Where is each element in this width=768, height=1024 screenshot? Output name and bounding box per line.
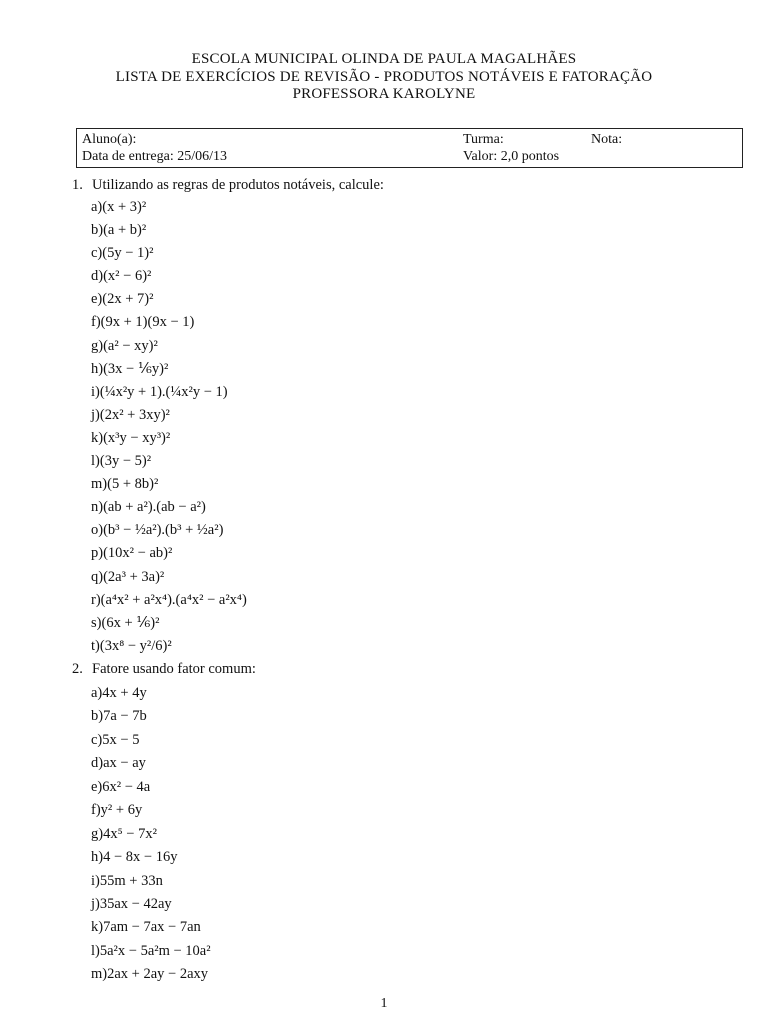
item-label: k) (91, 919, 104, 936)
item-expression: (a⁴x² + a²x⁴).(a⁴x² − a²x⁴) (100, 591, 247, 608)
item-expression: 5a²x − 5a²m − 10a² (99, 942, 211, 959)
page-number: 1 (380, 996, 388, 1011)
exercise-item (91, 729, 211, 752)
question-number: 2. (72, 661, 83, 677)
item-expression: 6x² − 4a (102, 778, 151, 795)
exercise-item (91, 776, 211, 799)
question-1-items (91, 196, 247, 658)
question-1-prompt (72, 177, 384, 194)
item-expression: (2x² + 3xy)² (99, 406, 170, 423)
exercise-item (91, 542, 247, 565)
item-expression: (x² − 6)² (103, 268, 152, 285)
item-expression: (3x⁸ − y²/6)² (99, 637, 172, 654)
item-label: g) (91, 337, 104, 354)
exercise-item (91, 682, 211, 705)
item-expression: (3x − ⅙y)² (103, 360, 169, 377)
exercise-item (91, 242, 247, 265)
school-name: ESCOLA MUNICIPAL OLINDA DE PAULA MAGALHÃES (191, 51, 577, 67)
exercise-item (91, 823, 211, 846)
item-label: j) (91, 406, 100, 423)
grade-label: Nota: (591, 132, 623, 147)
exercise-item (91, 635, 247, 658)
item-expression: (6x + ⅙)² (101, 614, 160, 631)
item-label: h) (91, 849, 104, 866)
item-label: m) (91, 966, 108, 983)
item-expression: (x³y − xy³)² (103, 429, 171, 446)
item-expression: (5 + 8b)² (107, 476, 159, 493)
exercise-item (91, 846, 211, 869)
item-label: h) (91, 360, 104, 377)
item-expression: (ab + a²).(ab − a²) (103, 499, 206, 516)
document-header (0, 51, 768, 104)
exercise-item (91, 870, 211, 893)
item-label: b) (91, 222, 104, 239)
item-label: f) (91, 802, 101, 819)
item-label: s) (91, 614, 102, 631)
item-expression: (3y − 5)² (99, 453, 152, 470)
exercise-item (91, 473, 247, 496)
item-expression: 7a − 7b (103, 708, 147, 725)
item-label: n) (91, 499, 104, 516)
exercise-item (91, 404, 247, 427)
item-expression: 4 − 8x − 16y (103, 849, 178, 866)
question-number: 1. (72, 177, 83, 193)
item-expression: (2x + 7)² (102, 291, 154, 308)
item-label: j) (91, 895, 100, 912)
item-expression: 4x⁵ − 7x² (103, 825, 157, 842)
item-label: l) (91, 453, 100, 470)
item-label: i) (91, 872, 100, 889)
exercise-item (91, 427, 247, 450)
exercise-item (91, 358, 247, 381)
exercise-item (91, 496, 247, 519)
item-label: d) (91, 755, 104, 772)
item-label: g) (91, 825, 104, 842)
exercise-item (91, 589, 247, 612)
item-label: b) (91, 708, 104, 725)
exercise-item (91, 288, 247, 311)
exercise-item (91, 519, 247, 542)
item-expression: 55m + 33n (99, 872, 163, 889)
exercise-item (91, 566, 247, 589)
exercise-item (91, 219, 247, 242)
item-expression: 7am − 7ax − 7an (103, 919, 201, 936)
item-label: q) (91, 568, 104, 585)
item-expression: (9x + 1)(9x − 1) (100, 314, 195, 331)
exercise-item (91, 450, 247, 473)
item-expression: (b³ − ½a²).(b³ + ½a²) (103, 522, 224, 539)
question-text: Fatore usando fator comum: (92, 661, 256, 677)
exercise-item (91, 940, 211, 963)
item-expression: (2a³ + 3a)² (103, 568, 165, 585)
item-label: e) (91, 291, 103, 308)
question-text: Utilizando as regras de produtos notáveis, calcule: (92, 177, 384, 193)
item-expression: (a² − xy)² (103, 337, 158, 354)
item-expression: 4x + 4y (102, 685, 147, 701)
item-label: c) (91, 245, 103, 262)
item-expression: 35ax − 42ay (99, 895, 172, 912)
item-label: e) (91, 778, 103, 795)
item-expression: 2ax + 2ay − 2axy (107, 966, 209, 983)
item-label: a) (91, 199, 103, 215)
exercise-item (91, 752, 211, 775)
exercise-item (91, 265, 247, 288)
student-info-box (76, 128, 743, 168)
item-expression: (10x² − ab)² (103, 545, 173, 562)
teacher-name: PROFESSORA KAROLYNE (292, 86, 476, 102)
item-label: m) (91, 476, 108, 493)
exercise-item (91, 612, 247, 635)
assignment-value: Valor: 2,0 pontos (463, 149, 560, 164)
item-expression: (¼x²y + 1).(¼x²y − 1) (99, 383, 228, 400)
due-date: Data de entrega: 25/06/13 (82, 149, 228, 164)
class-label: Turma: (463, 132, 504, 147)
exercise-item (91, 335, 247, 358)
item-label: r) (91, 591, 101, 608)
item-label: l) (91, 942, 100, 959)
item-expression: (x + 3)² (102, 199, 147, 215)
item-expression: (5y − 1)² (102, 245, 154, 262)
list-title: LISTA DE EXERCÍCIOS DE REVISÃO - PRODUTOS NOTÁVEIS E FATORAÇÃO (115, 68, 653, 85)
item-label: t) (91, 637, 100, 654)
item-label: d) (91, 268, 104, 285)
exercise-item (91, 799, 211, 822)
item-expression: ax − ay (103, 755, 146, 772)
student-label: Aluno(a): (82, 132, 137, 147)
item-expression: 5x − 5 (102, 731, 140, 748)
exercise-item (91, 381, 247, 404)
item-label: a) (91, 685, 103, 701)
item-label: i) (91, 383, 100, 400)
exercise-item (91, 893, 211, 916)
item-label: k) (91, 429, 104, 446)
question-2-items (91, 682, 211, 987)
exercise-item (91, 705, 211, 728)
exercise-item (91, 963, 211, 986)
item-expression: (a + b)² (103, 222, 147, 239)
exercise-item (91, 311, 247, 334)
exercise-item (91, 916, 211, 939)
question-2-prompt (72, 661, 256, 678)
item-label: o) (91, 522, 104, 539)
item-expression: y² + 6y (100, 802, 143, 819)
item-label: c) (91, 731, 103, 748)
exercise-item (91, 196, 247, 219)
item-label: f) (91, 314, 101, 331)
item-label: p) (91, 545, 104, 562)
